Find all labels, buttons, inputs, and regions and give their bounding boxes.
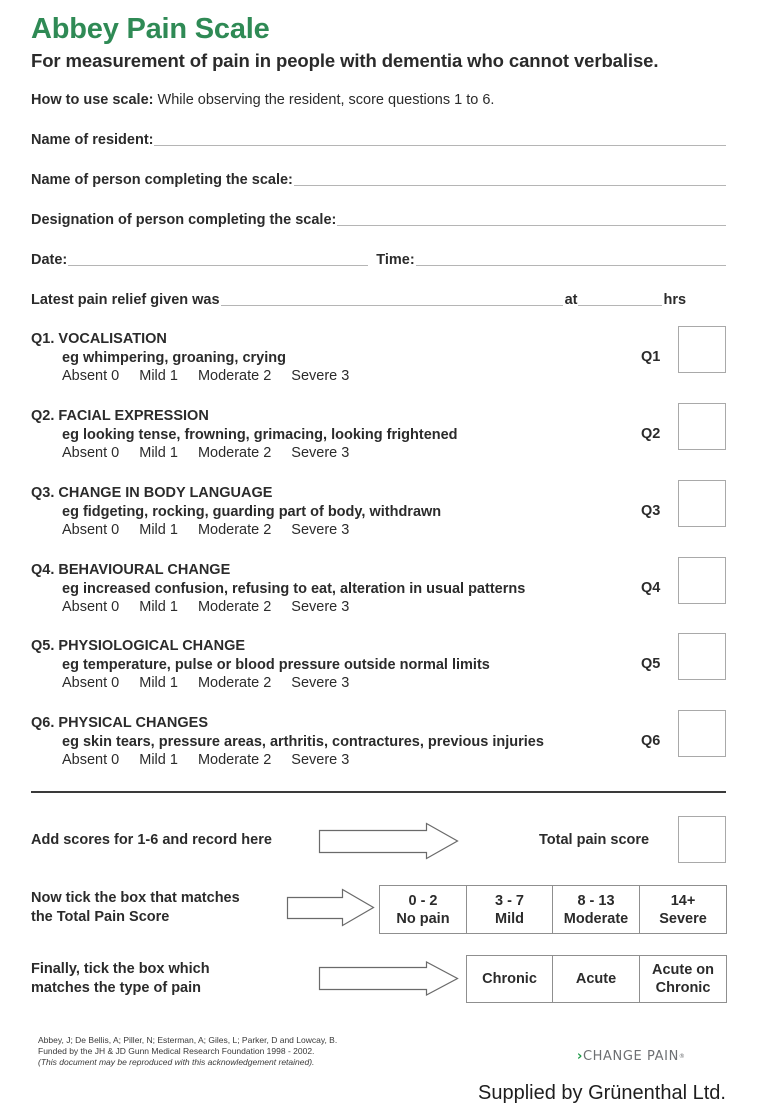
citation-authors: Abbey, J; De Bellis, A; Piller, N; Esterman, A; Giles, L; Parker, D and Lowcay, B.	[38, 1035, 338, 1045]
question-code: Q5	[641, 656, 661, 672]
tick-total-label	[31, 889, 240, 927]
how-to-text: While observing the resident, score questions 1 to 6.	[153, 92, 495, 108]
option-moderate: Moderate 2	[197, 752, 272, 768]
total-pain-score-label: Total pain score	[539, 832, 650, 848]
how-to-label: How to use scale:	[31, 92, 154, 108]
option-absent: Absent 0	[62, 599, 120, 615]
range-label: Moderate	[563, 910, 629, 927]
option-mild: Mild 1	[139, 675, 178, 691]
citation-funding: Funded by the JH & JD Gunn Medical Research Foundation 1998 - 2002.	[38, 1046, 315, 1056]
question-code: Q2	[641, 426, 661, 442]
tick-type-label-line1: Finally, tick the box which	[31, 961, 210, 977]
range-mild-cell[interactable]	[467, 886, 553, 933]
hrs-label: hrs	[663, 292, 687, 308]
question-title: Q4. BEHAVIOURAL CHANGE	[31, 562, 231, 578]
citation	[38, 1035, 337, 1068]
option-absent: Absent 0	[62, 752, 120, 768]
range-severe-cell[interactable]	[640, 886, 726, 933]
option-severe: Severe 3	[291, 445, 350, 461]
option-mild: Mild 1	[139, 368, 178, 384]
registered-mark: ®	[678, 1053, 686, 1060]
at-label: at	[564, 292, 578, 308]
range-label: Severe	[659, 910, 707, 927]
option-moderate: Moderate 2	[197, 368, 272, 384]
pain-type-label-line2: Chronic	[655, 980, 711, 996]
option-absent: Absent 0	[62, 445, 120, 461]
designation-label: Designation of person completing the scale:	[31, 212, 337, 228]
option-mild: Mild 1	[139, 752, 178, 768]
option-mild: Mild 1	[139, 522, 178, 538]
question-example: eg whimpering, groaning, crying	[62, 350, 286, 366]
page-subtitle: For measurement of pain in people with dementia who cannot verbalise.	[31, 50, 659, 71]
chevron-right-icon: ›	[577, 1049, 583, 1064]
pain-type-label: Acute	[575, 971, 617, 987]
question-title: Q3. CHANGE IN BODY LANGUAGE	[31, 485, 273, 501]
option-absent: Absent 0	[62, 675, 120, 691]
question-example: eg fidgeting, rocking, guarding part of body, withdrawn	[62, 504, 442, 520]
citation-reproduction-note: (This document may be reproduced with this acknowledgement retained).	[38, 1057, 315, 1067]
tick-type-label	[31, 960, 210, 998]
range-label: Mild	[495, 910, 524, 927]
range-value: 3 - 7	[494, 892, 524, 909]
pain-relief-label: Latest pain relief given was	[31, 292, 220, 308]
option-severe: Severe 3	[291, 675, 350, 691]
resident-name-label: Name of resident:	[31, 132, 154, 148]
completer-name-label: Name of person completing the scale:	[31, 172, 293, 188]
range-no-pain-cell[interactable]	[380, 886, 467, 933]
brand-text: CHANGE PAIN	[582, 1049, 679, 1064]
date-label: Date:	[31, 252, 68, 268]
option-moderate: Moderate 2	[197, 522, 272, 538]
option-moderate: Moderate 2	[197, 675, 272, 691]
pain-type-label: Chronic	[482, 971, 537, 987]
question-title: Q6. PHYSICAL CHANGES	[31, 715, 208, 731]
question-title: Q5. PHYSIOLOGICAL CHANGE	[31, 638, 246, 654]
question-title: Q2. FACIAL EXPRESSION	[31, 408, 209, 424]
pain-type-label-line1: Acute on	[651, 962, 715, 978]
question-code: Q4	[641, 580, 661, 596]
range-value: 0 - 2	[408, 892, 438, 909]
tick-total-label-line1: Now tick the box that matches	[31, 890, 240, 906]
tick-total-label-line2: the Total Pain Score	[31, 909, 170, 925]
pain-type-chronic-cell[interactable]	[467, 956, 553, 1002]
page-title: Abbey Pain Scale	[31, 13, 270, 45]
option-severe: Severe 3	[291, 599, 350, 615]
time-label: Time:	[376, 252, 415, 268]
option-mild: Mild 1	[139, 445, 178, 461]
question-example: eg increased confusion, refusing to eat, alteration in usual patterns	[62, 581, 526, 597]
option-severe: Severe 3	[291, 522, 350, 538]
pain-type-acute-on-chronic-cell[interactable]	[640, 956, 726, 1002]
range-moderate-cell[interactable]	[553, 886, 640, 933]
question-code: Q6	[641, 733, 661, 749]
option-mild: Mild 1	[139, 599, 178, 615]
change-pain-logo	[577, 1049, 686, 1065]
option-moderate: Moderate 2	[197, 445, 272, 461]
question-code: Q1	[641, 349, 661, 365]
supplied-by: Supplied by Grünenthal Ltd.	[478, 1082, 726, 1104]
option-severe: Severe 3	[291, 752, 350, 768]
tick-type-label-line2: matches the type of pain	[31, 980, 202, 996]
option-absent: Absent 0	[62, 522, 120, 538]
question-code: Q3	[641, 503, 661, 519]
question-title: Q1. VOCALISATION	[31, 331, 167, 347]
question-example: eg skin tears, pressure areas, arthritis, contractures, previous injuries	[62, 734, 544, 750]
pain-type-table	[466, 955, 727, 1003]
option-moderate: Moderate 2	[197, 599, 272, 615]
score-range-table	[379, 885, 727, 934]
range-value: 14+	[670, 892, 696, 909]
total-pain-score-box[interactable]	[678, 816, 726, 863]
pain-type-acute-cell[interactable]	[553, 956, 640, 1002]
range-label: No pain	[396, 910, 450, 927]
option-severe: Severe 3	[291, 368, 350, 384]
question-example: eg looking tense, frowning, grimacing, looking frightened	[62, 427, 458, 443]
question-example: eg temperature, pulse or blood pressure outside normal limits	[62, 657, 490, 673]
add-scores-label: Add scores for 1-6 and record here	[31, 832, 272, 848]
range-value: 8 - 13	[577, 892, 615, 909]
option-absent: Absent 0	[62, 368, 120, 384]
